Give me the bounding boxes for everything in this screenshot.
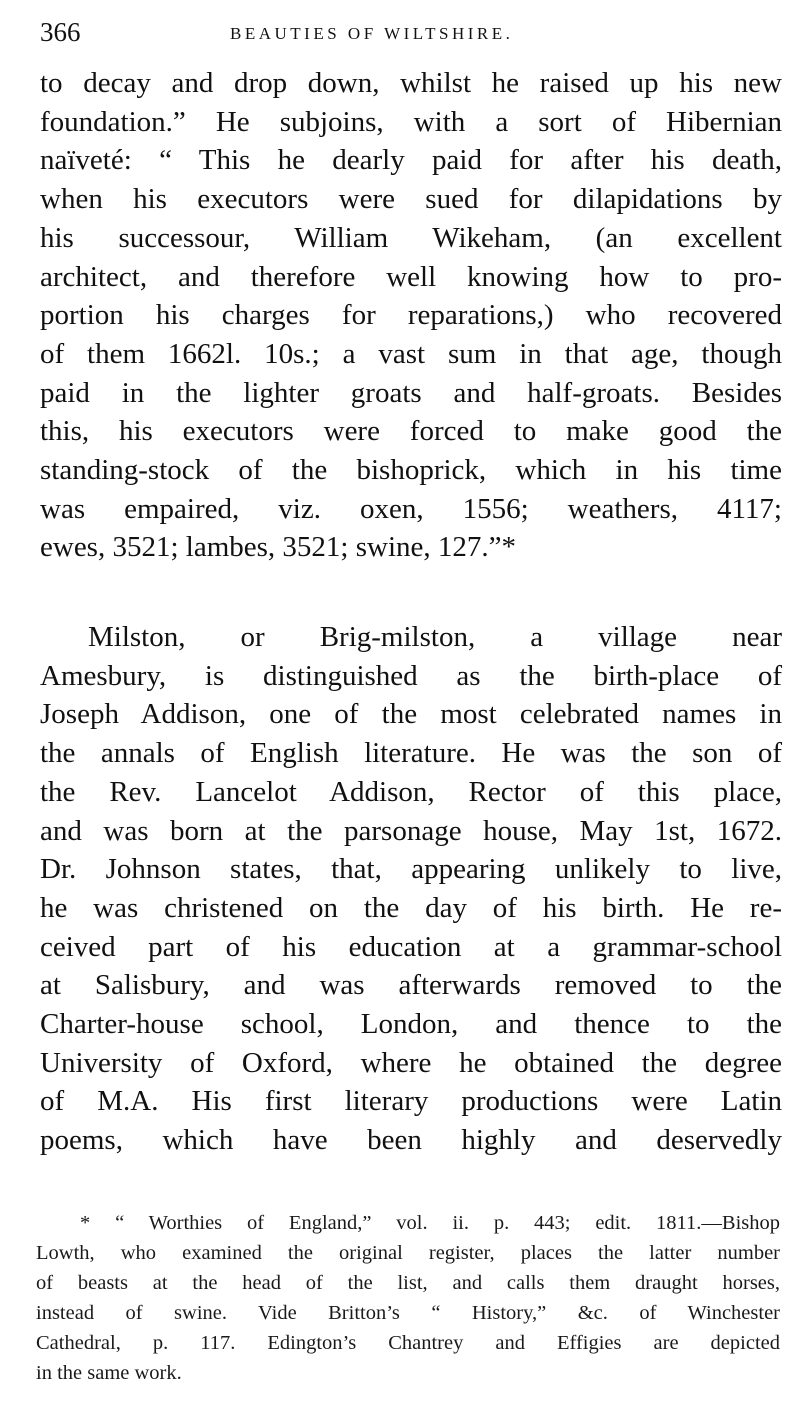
text-line: Joseph Addison, one of the most celebrated names in — [40, 698, 782, 731]
text-line: paid in the lighter groats and half-groats. Besides — [40, 376, 782, 409]
page-number: 366 — [40, 17, 81, 47]
running-title: BEAUTIES OF WILTSHIRE. — [230, 24, 514, 43]
text-line: foundation.” He subjoins, with a sort of Hibernian — [40, 105, 782, 138]
footnote-line: * “ Worthies of England,” vol. ii. p. 443; edit. 1811.—Bishop — [80, 1212, 780, 1234]
text-line: and was born at the parsonage house, May 1st, 1672. — [40, 814, 782, 847]
text-line: when his executors were sued for dilapidations by — [40, 183, 782, 216]
text-line: naïveté: “ This he dearly paid for after his death, — [40, 144, 782, 177]
text-line: of M.A. His first literary productions were Latin — [40, 1085, 782, 1118]
text-line: he was christened on the day of his birth. He re- — [40, 891, 782, 924]
footnote-line: Cathedral, p. 117. Edington’s Chantrey and Effigies are depicted — [36, 1332, 780, 1354]
page-header — [40, 14, 780, 50]
paragraph-milston — [40, 618, 782, 1160]
footnote-line: instead of swine. Vide Britton’s “ History,” &c. of Winchester — [36, 1302, 780, 1324]
text-line: Dr. Johnson states, that, appearing unlikely to live, — [40, 853, 782, 886]
text-line: to decay and drop down, whilst he raised up his new — [40, 67, 782, 99]
text-line: architect, and therefore well knowing how to pro- — [40, 260, 782, 293]
text-line: this, his executors were forced to make good the — [40, 415, 782, 448]
footnote-line: in the same work. — [36, 1362, 182, 1384]
text-line: ewes, 3521; lambes, 3521; swine, 127.”* — [40, 531, 517, 564]
text-line: University of Oxford, where he obtained the degree — [40, 1046, 782, 1079]
text-line: poems, which have been highly and deservedly — [40, 1124, 782, 1157]
text-line: the annals of English literature. He was the son of — [40, 737, 782, 770]
text-line: standing-stock of the bishoprick, which in his time — [40, 454, 782, 487]
text-line: portion his charges for reparations,) who recovered — [40, 299, 782, 332]
text-line: the Rev. Lancelot Addison, Rector of this place, — [40, 775, 782, 808]
text-line: ceived part of his education at a grammar-school — [40, 930, 782, 963]
footnote — [36, 1208, 780, 1388]
text-line: at Salisbury, and was afterwards removed to the — [40, 969, 782, 1002]
paragraph-quotation-continuation — [40, 64, 782, 567]
text-line: of them 1662l. 10s.; a vast sum in that age, though — [40, 337, 782, 370]
text-line: Milston, or Brig-milston, a village near — [88, 621, 782, 653]
text-line: Charter-house school, London, and thence to the — [40, 1008, 782, 1041]
text-line: his successour, William Wikeham, (an excellent — [40, 221, 782, 254]
footnote-line: of beasts at the head of the list, and calls them draught horses, — [36, 1272, 780, 1294]
text-line: Amesbury, is distinguished as the birth-place of — [40, 659, 782, 692]
text-line: was empaired, viz. oxen, 1556; weathers, 4117; — [40, 492, 782, 525]
footnote-line: Lowth, who examined the original register, places the latter number — [36, 1242, 780, 1264]
